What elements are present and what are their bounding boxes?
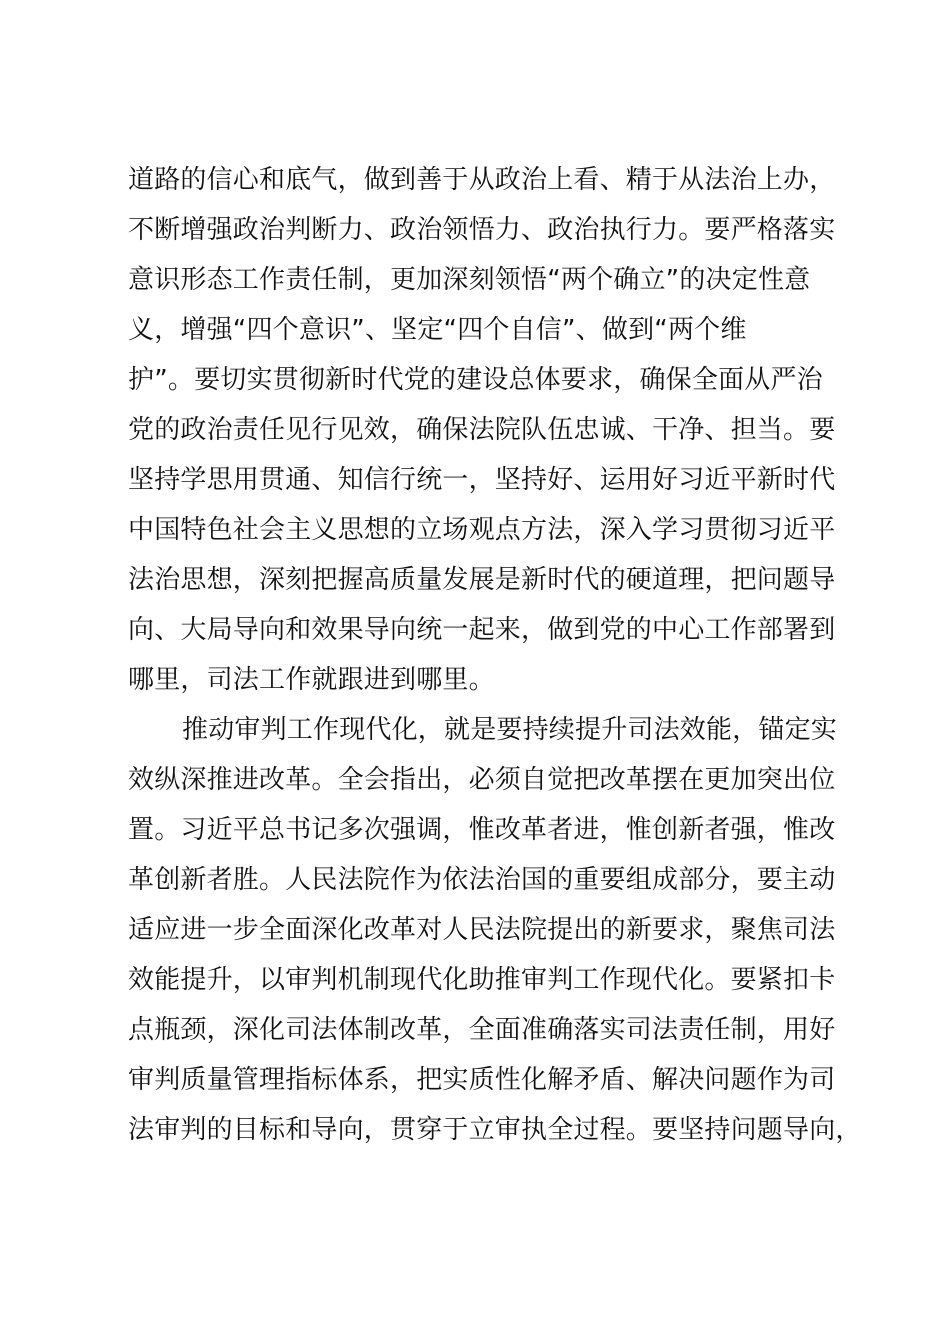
text-line: 哪里，司法工作就跟进到哪里。 bbox=[128, 665, 495, 695]
text-line: 效能提升，以审判机制现代化助推审判工作现代化。要紧扣卡 bbox=[128, 965, 836, 995]
text-line: 护”。要切实贯彻新时代党的建设总体要求，确保全面从严治 bbox=[128, 365, 823, 395]
text-line: 审判质量管理指标体系，把实质性化解矛盾、解决问题作为司 bbox=[128, 1065, 836, 1095]
text-line: 点瓶颈，深化司法体制改革，全面准确落实司法责任制，用好 bbox=[128, 1015, 836, 1045]
text-line: 党的政治责任见行见效，确保法院队伍忠诚、干净、担当。要 bbox=[128, 415, 836, 445]
text-line: 置。习近平总书记多次强调，惟改革者进，惟创新者强，惟改 bbox=[128, 815, 836, 845]
text-line: 中国特色社会主义思想的立场观点方法，深入学习贯彻习近平 bbox=[128, 515, 836, 545]
text-line: 道路的信心和底气，做到善于从政治上看、精于从法治上办， bbox=[128, 165, 836, 195]
text-line: 向、大局导向和效果导向统一起来，做到党的中心工作部署到 bbox=[128, 615, 836, 645]
text-line: 坚持学思用贯通、知信行统一，坚持好、运用好习近平新时代 bbox=[128, 465, 836, 495]
paragraph-start-line: 推动审判工作现代化，就是要持续提升司法效能，锚定实 bbox=[182, 715, 838, 745]
text-line: 义，增强“四个意识”、坚定“四个自信”、做到“两个维 bbox=[128, 315, 747, 345]
text-line: 效纵深推进改革。全会指出，必须自觉把改革摆在更加突出位 bbox=[128, 765, 836, 795]
text-line: 法审判的目标和导向，贯穿于立审执全过程。要坚持问题导向， bbox=[128, 1115, 862, 1145]
text-line: 法治思想，深刻把握高质量发展是新时代的硬道理，把问题导 bbox=[128, 565, 836, 595]
text-line: 意识形态工作责任制，更加深刻领悟“两个确立”的决定性意 bbox=[128, 265, 811, 295]
text-line: 革创新者胜。人民法院作为依法治国的重要组成部分，要主动 bbox=[128, 865, 836, 895]
text-line: 适应进一步全面深化改革对人民法院提出的新要求，聚焦司法 bbox=[128, 915, 836, 945]
text-line: 不断增强政治判断力、政治领悟力、政治执行力。要严格落实 bbox=[128, 215, 836, 245]
body-text bbox=[128, 155, 862, 1155]
